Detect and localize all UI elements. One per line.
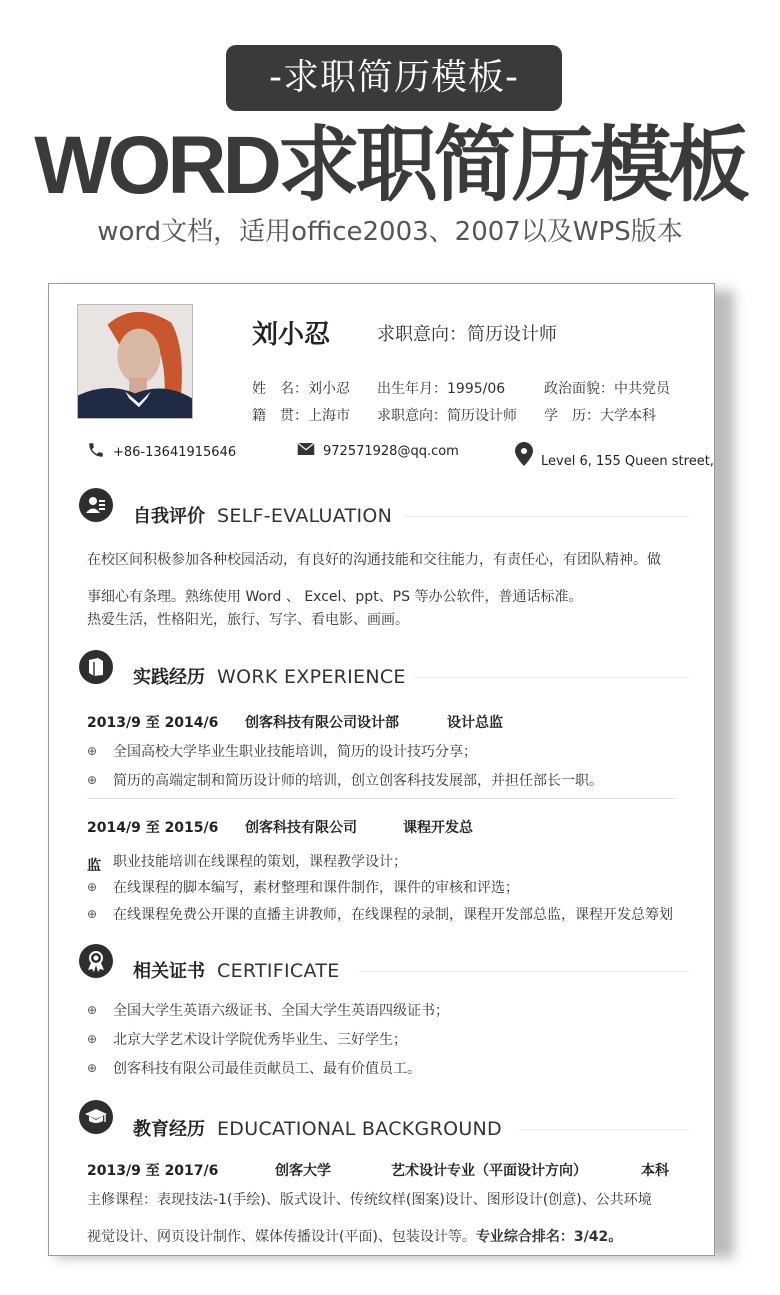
job-divider xyxy=(87,798,677,799)
resume-page xyxy=(48,283,715,1256)
work-experience-title-cn: 实践经历 xyxy=(133,667,205,688)
certificate-item: ⊕ 创客科技有限公司最佳贡献员工、最有价值员工。 xyxy=(87,1061,421,1077)
section-rule xyxy=(414,677,689,678)
overflow-marker: 监 xyxy=(87,858,101,874)
contact-phone xyxy=(87,441,236,463)
education-courses: 主修课程：表现技法-1(手绘)、版式设计、传统纹样(图案)设计、图形设计(创意)、公共环境 xyxy=(87,1192,652,1208)
job-period: 2013/9 至 2014/6 xyxy=(87,715,219,731)
education-rank: 专业综合排名：3/42。 xyxy=(475,1229,623,1245)
work-experience-header xyxy=(133,663,406,689)
self-evaluation-line: 事细心有条理。熟练使用 Word 、 Excel、ppt、PS 等办公软件，普通话标准。 xyxy=(87,589,583,605)
job-item: ⊕ 简历的高端定制和简历设计师的培训，创立创客科技发展部，并担任部长一职。 xyxy=(87,773,603,789)
job-role: 课程开发总 xyxy=(403,820,473,836)
certificate-header xyxy=(133,957,340,983)
banner-subtitle: word文档，适用office2003、2007以及WPS版本 xyxy=(97,217,683,247)
self-evaluation-line: 在校区间积极参加各种校园活动，有良好的沟通技能和交往能力，有责任心，有团队精神。做 xyxy=(87,552,661,568)
section-rule xyxy=(404,516,689,517)
certificate-item: ⊕ 全国大学生英语六级证书、全国大学生英语四级证书； xyxy=(87,1003,449,1019)
job-item: ⊕ 在线课程的脚本编写，素材整理和课件制作，课件的审核和评选； xyxy=(87,880,519,896)
address-text: Level 6, 155 Queen street, xyxy=(541,453,714,469)
self-evaluation-header xyxy=(133,502,392,528)
certificate-item: ⊕ 北京大学艺术设计学院优秀毕业生、三好学生； xyxy=(87,1032,407,1048)
envelope-icon xyxy=(297,442,315,460)
job-intent: 求职意向：简历设计师 xyxy=(377,324,557,345)
bullet-icon: ⊕ xyxy=(87,773,98,787)
job-company: 创客科技有限公司设计部 xyxy=(245,715,399,731)
info-education: 学 历：大学本科 xyxy=(544,408,656,424)
education-period: 2013/9 至 2017/6 xyxy=(87,1163,219,1179)
job-item: ⊕ 全国高校大学毕业生职业技能培训，简历的设计技巧分享； xyxy=(87,744,477,760)
self-evaluation-title-cn: 自我评价 xyxy=(133,506,205,527)
profile-photo xyxy=(77,304,193,419)
job-period: 2014/9 至 2015/6 xyxy=(87,820,219,836)
info-origin: 籍 贯：上海市 xyxy=(252,408,350,424)
banner-title: WORD求职简历模板 xyxy=(34,120,746,211)
bullet-icon: ⊕ xyxy=(87,1003,98,1017)
job-company: 创客科技有限公司 xyxy=(245,820,357,836)
education-degree: 本科 xyxy=(641,1163,669,1179)
job-item: ⊕ 在线课程免费公开课的直播主讲教师，在线课程的录制，课程开发部总监，课程开发总筹划 xyxy=(87,907,673,923)
job-item: 监 职业技能培训在线课程的策划，课程教学设计； xyxy=(87,854,407,874)
education-icon xyxy=(79,1100,113,1134)
self-evaluation-icon xyxy=(79,488,113,522)
map-pin-icon xyxy=(515,442,533,470)
self-evaluation-line: 热爱生活，性格阳光，旅行、写字、看电影、画画。 xyxy=(87,612,409,628)
bullet-icon: ⊕ xyxy=(87,880,98,894)
education-major: 艺术设计专业（平面设计方向） xyxy=(391,1163,587,1179)
phone-icon xyxy=(87,441,105,463)
education-title-en: EDUCATIONAL BACKGROUND xyxy=(217,1118,502,1140)
certificate-title-en: CERTIFICATE xyxy=(217,960,340,982)
profile-photo-image xyxy=(78,305,192,418)
phone-text: +86-13641915646 xyxy=(113,444,237,460)
job-role: 设计总监 xyxy=(447,715,503,731)
info-politics: 政治面貌：中共党员 xyxy=(544,381,670,397)
education-courses-cont: 视觉设计、网页设计制作、媒体传播设计(平面)、包装设计等。专业综合排名：3/42。 xyxy=(87,1229,623,1245)
contact-email xyxy=(297,442,459,460)
bullet-icon: ⊕ xyxy=(87,1032,98,1046)
self-evaluation-title-en: SELF-EVALUATION xyxy=(217,505,393,527)
section-rule xyxy=(359,971,689,972)
work-experience-title-en: WORK EXPERIENCE xyxy=(217,666,406,688)
education-header xyxy=(133,1115,502,1141)
bullet-icon: ⊕ xyxy=(87,1061,98,1075)
section-rule xyxy=(519,1129,689,1130)
certificate-title-cn: 相关证书 xyxy=(133,961,205,982)
education-school: 创客大学 xyxy=(275,1163,331,1179)
bullet-icon: ⊕ xyxy=(87,907,98,921)
certificate-icon xyxy=(79,944,113,978)
info-intent: 求职意向：简历设计师 xyxy=(377,408,517,424)
banner-pill: -求职简历模板- xyxy=(226,45,562,111)
bullet-icon: ⊕ xyxy=(87,744,98,758)
candidate-name: 刘小忍 xyxy=(252,320,331,350)
contact-address xyxy=(515,442,714,470)
education-title-cn: 教育经历 xyxy=(133,1119,205,1140)
info-birth: 出生年月：1995/06 xyxy=(377,381,506,397)
work-experience-icon xyxy=(79,650,113,684)
info-name: 姓 名：刘小忍 xyxy=(252,381,350,397)
email-text: 972571928@qq.com xyxy=(323,443,459,459)
